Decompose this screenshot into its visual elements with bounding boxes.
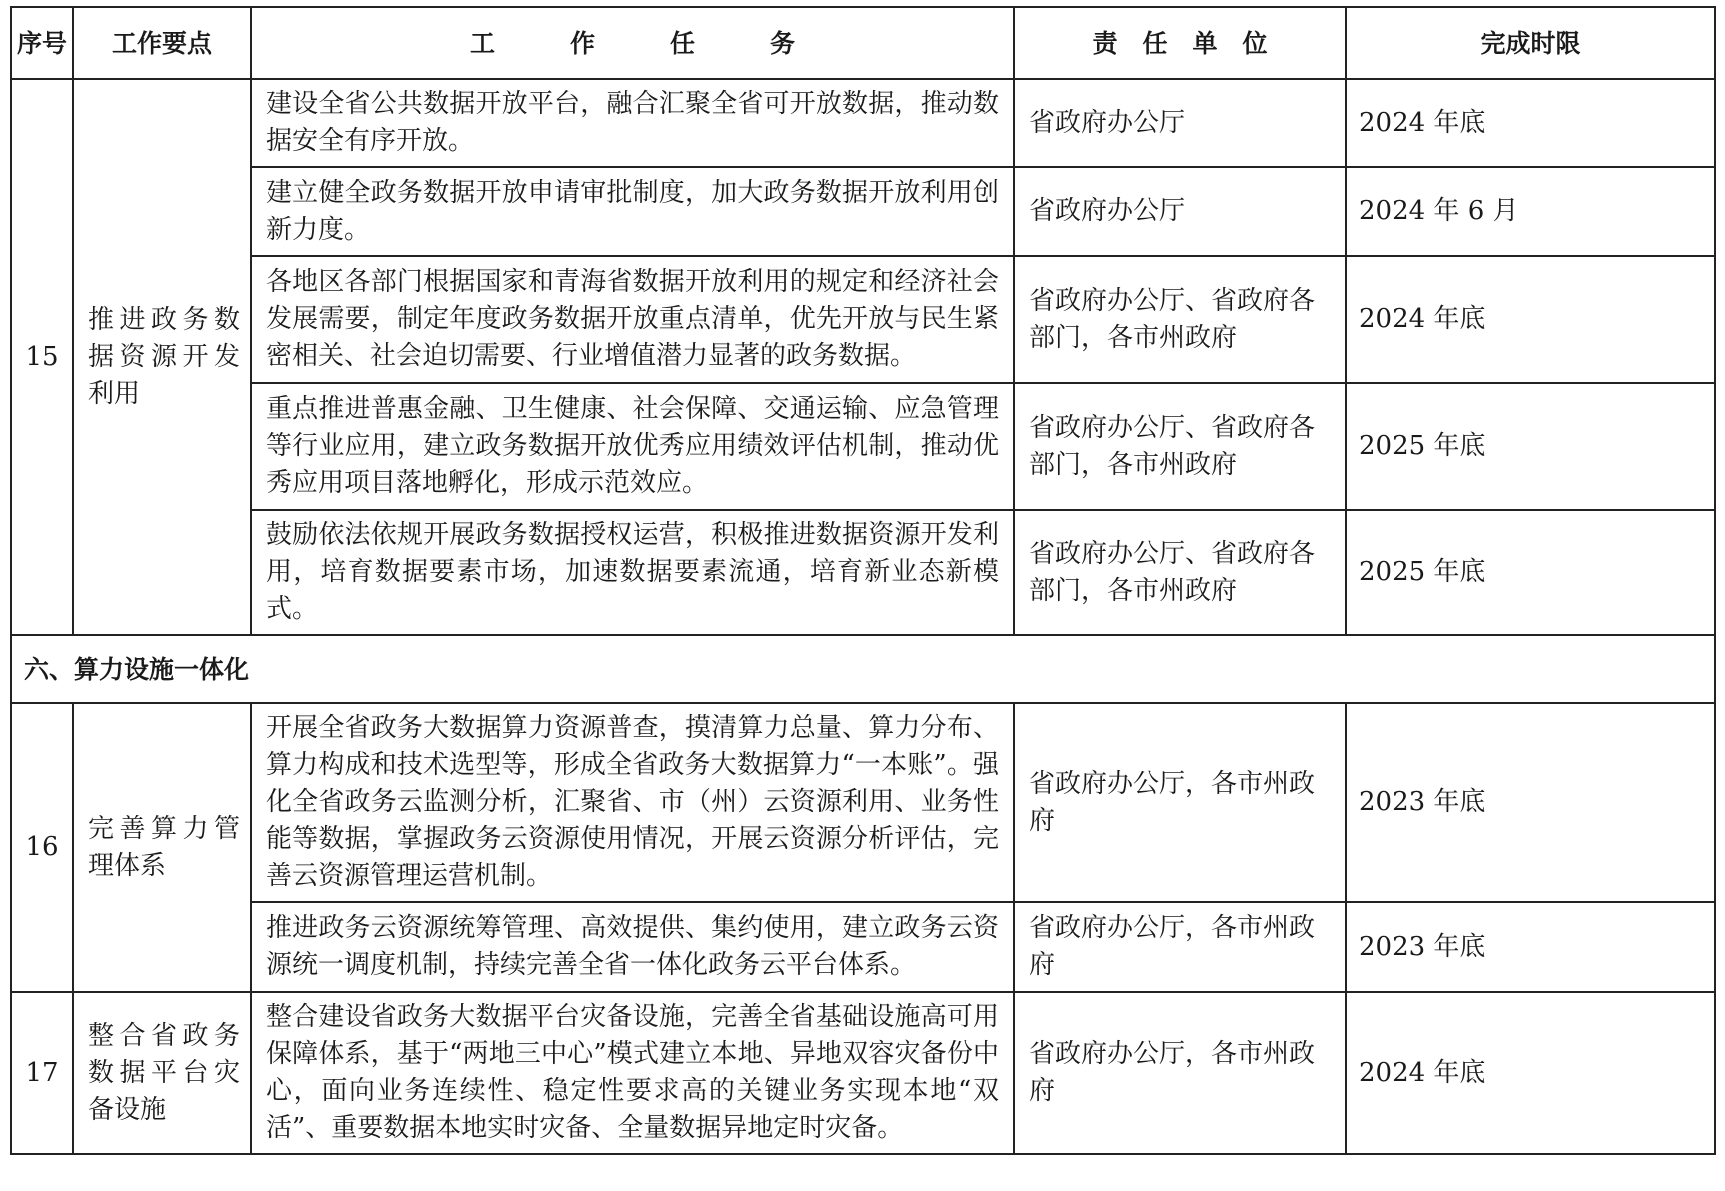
header-task: 工 作 任 务 (251, 7, 1014, 79)
unit-cell: 省政府办公厅，各市州政府 (1014, 992, 1346, 1154)
deadline-cell: 2024 年 6 月 (1346, 167, 1715, 256)
unit-cell: 省政府办公厅，各市州政府 (1014, 703, 1346, 902)
deadline-cell: 2024 年底 (1346, 992, 1715, 1154)
section-row (11, 635, 1715, 703)
header-responsible-unit: 责 任 单 位 (1014, 7, 1346, 79)
task-cell: 推进政务云资源统筹管理、高效提供、集约使用，建立政务云资源统一调度机制，持续完善全省一体化政务云平台体系。 (251, 902, 1014, 992)
task-table (10, 6, 1716, 1155)
unit-cell: 省政府办公厅，各市州政府 (1014, 902, 1346, 992)
header-no: 序号 (11, 7, 73, 79)
row-number: 16 (11, 703, 73, 992)
section-heading: 六、算力设施一体化 (11, 635, 1715, 703)
table-row (11, 703, 1715, 902)
deadline-cell: 2025 年底 (1346, 510, 1715, 635)
table-row (11, 256, 1715, 383)
unit-cell: 省政府办公厅、省政府各部门，各市州政府 (1014, 510, 1346, 635)
row-number: 15 (11, 79, 73, 635)
task-cell: 建立健全政务数据开放申请审批制度，加大政务数据开放利用创新力度。 (251, 167, 1014, 256)
work-point: 完善算力管理体系 (73, 703, 251, 992)
table-row (11, 992, 1715, 1154)
task-cell: 建设全省公共数据开放平台，融合汇聚全省可开放数据，推动数据安全有序开放。 (251, 79, 1014, 167)
task-table-page (10, 6, 1716, 1155)
header-work-point: 工作要点 (73, 7, 251, 79)
unit-cell: 省政府办公厅 (1014, 79, 1346, 167)
task-cell: 各地区各部门根据国家和青海省数据开放利用的规定和经济社会发展需要，制定年度政务数据开放重点清单，优先开放与民生紧密相关、社会迫切需要、行业增值潜力显著的政务数据。 (251, 256, 1014, 383)
table-row (11, 510, 1715, 635)
table-row (11, 79, 1715, 167)
unit-cell: 省政府办公厅 (1014, 167, 1346, 256)
deadline-cell: 2024 年底 (1346, 79, 1715, 167)
table-row (11, 383, 1715, 510)
table-row (11, 902, 1715, 992)
deadline-cell: 2023 年底 (1346, 703, 1715, 902)
work-point: 整合省政务数据平台灾备设施 (73, 992, 251, 1154)
deadline-cell: 2025 年底 (1346, 383, 1715, 510)
unit-cell: 省政府办公厅、省政府各部门，各市州政府 (1014, 383, 1346, 510)
unit-cell: 省政府办公厅、省政府各部门，各市州政府 (1014, 256, 1346, 383)
task-cell: 鼓励依法依规开展政务数据授权运营，积极推进数据资源开发利用，培育数据要素市场，加速数据要素流通，培育新业态新模式。 (251, 510, 1014, 635)
row-number: 17 (11, 992, 73, 1154)
task-cell: 重点推进普惠金融、卫生健康、社会保障、交通运输、应急管理等行业应用，建立政务数据开放优秀应用绩效评估机制，推动优秀应用项目落地孵化，形成示范效应。 (251, 383, 1014, 510)
deadline-cell: 2024 年底 (1346, 256, 1715, 383)
header-row (11, 7, 1715, 79)
deadline-cell: 2023 年底 (1346, 902, 1715, 992)
header-deadline: 完成时限 (1346, 7, 1715, 79)
table-row (11, 167, 1715, 256)
work-point: 推进政务数据资源开发利用 (73, 79, 251, 635)
task-cell: 开展全省政务大数据算力资源普查，摸清算力总量、算力分布、算力构成和技术选型等，形成全省政务大数据算力“一本账”。强化全省政务云监测分析，汇聚省、市（州）云资源利用、业务性能等数据，掌握政务云资源使用情况，开展云资源分析评估，完善云资源管理运营机制。 (251, 703, 1014, 902)
task-cell: 整合建设省政务大数据平台灾备设施，完善全省基础设施高可用保障体系，基于“两地三中心”模式建立本地、异地双容灾备份中心，面向业务连续性、稳定性要求高的关键业务实现本地“双活”、重要数据本地实时灾备、全量数据异地定时灾备。 (251, 992, 1014, 1154)
